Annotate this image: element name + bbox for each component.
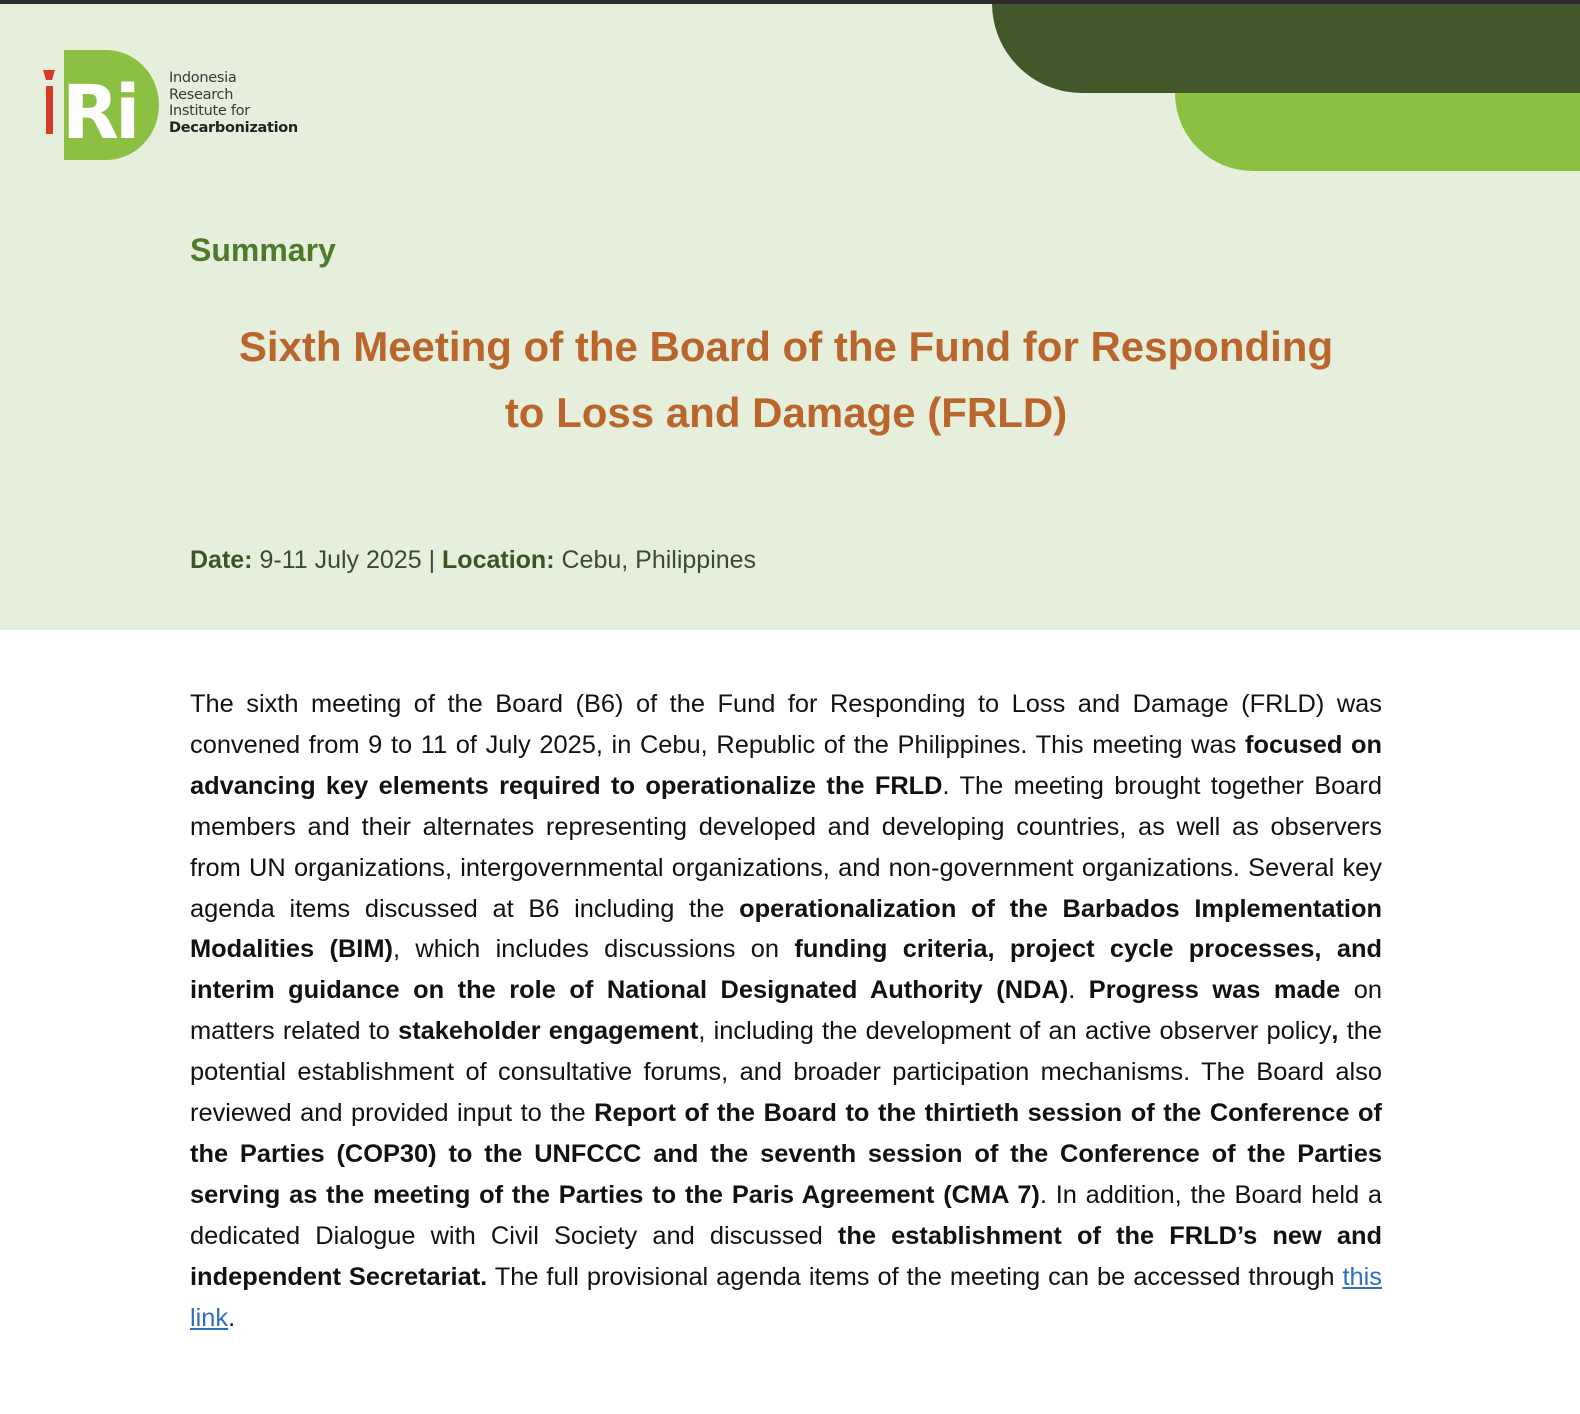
- bold-run: funding criteria, project cycle processes, and interim guidance on the role of National Designated Authority (NDA): [190, 935, 1382, 1005]
- logo-wordmark: [169, 70, 298, 136]
- bold-run: ,: [1331, 1017, 1339, 1046]
- title-line: Sixth Meeting of the Board of the Fund for Responding: [238, 323, 1334, 370]
- summary-paragraph: [190, 684, 1382, 1339]
- decorative-light-green-shape: [1175, 93, 1580, 171]
- text-run: The sixth meeting of the Board (B6) of the Fund for Responding to Loss and Damage (FRLD) was convened from 9 to 11 of July 2025, in Cebu, Republic of the Philippines. This meeting was: [190, 690, 1382, 759]
- title-line: to Loss and Damage (FRLD): [504, 389, 1068, 436]
- logo-line: Indonesia: [169, 70, 237, 86]
- svg-text:Ri: Ri: [62, 70, 137, 156]
- bold-run: stakeholder engagement: [398, 1017, 699, 1046]
- date-value: 9-11 July 2025: [259, 546, 422, 574]
- logo-line: Decarbonization: [169, 119, 298, 136]
- summary-label: Summary: [190, 232, 336, 268]
- logo-line: Institute for: [169, 103, 250, 119]
- meeting-meta: [190, 546, 756, 575]
- text-run: , including the development of an active observer policy: [698, 1017, 1332, 1046]
- logo-line: Research: [169, 86, 234, 103]
- text-run: the potential establishment of consultative forums, and broader participation mechanisms. The Board also reviewed and provided input to the: [190, 1017, 1382, 1128]
- bold-run: the establishment of the FRLD’s new and independent Secretariat.: [190, 1221, 1382, 1291]
- text-run: .: [1068, 976, 1089, 1005]
- header-banner: [0, 4, 1580, 630]
- location-label: Location:: [442, 546, 555, 574]
- decorative-dark-green-shape: [992, 4, 1580, 93]
- bold-run: operationalization of the Barbados Implementation Modalities (BIM): [190, 894, 1382, 964]
- bold-run: focused on advancing key elements required to operationalize the FRLD: [190, 730, 1382, 800]
- text-run: . In addition, the Board held a dedicated Dialogue with Civil Society and discussed: [190, 1180, 1382, 1250]
- location-value: Cebu, Philippines: [561, 546, 757, 574]
- bold-run: Report of the Board to the thirtieth session of the Conference of the Parties (COP30) to the UNFCCC and the seventh session of the Conference of the Parties serving as the meeting of the Parties to the Paris Agreement (CMA 7): [190, 1099, 1383, 1209]
- bold-run: Progress was made: [1088, 976, 1341, 1005]
- text-run: , which includes discussions on: [392, 935, 795, 964]
- date-label: Date:: [190, 546, 253, 574]
- text-run: .: [228, 1303, 236, 1332]
- text-run: on matters related to: [190, 976, 1382, 1046]
- text-run: The full provisional agenda items of the meeting can be accessed through: [487, 1262, 1343, 1291]
- document-title: [190, 314, 1382, 446]
- agenda-link[interactable]: this link: [190, 1262, 1382, 1332]
- meta-separator: |: [428, 546, 436, 574]
- text-run: . The meeting brought together Board members and their alternates representing developed and developing countries, as well as observers from UN organizations, intergovernmental organizations, and non-government organizations. Several key agenda items discussed at B6 including the: [190, 771, 1382, 923]
